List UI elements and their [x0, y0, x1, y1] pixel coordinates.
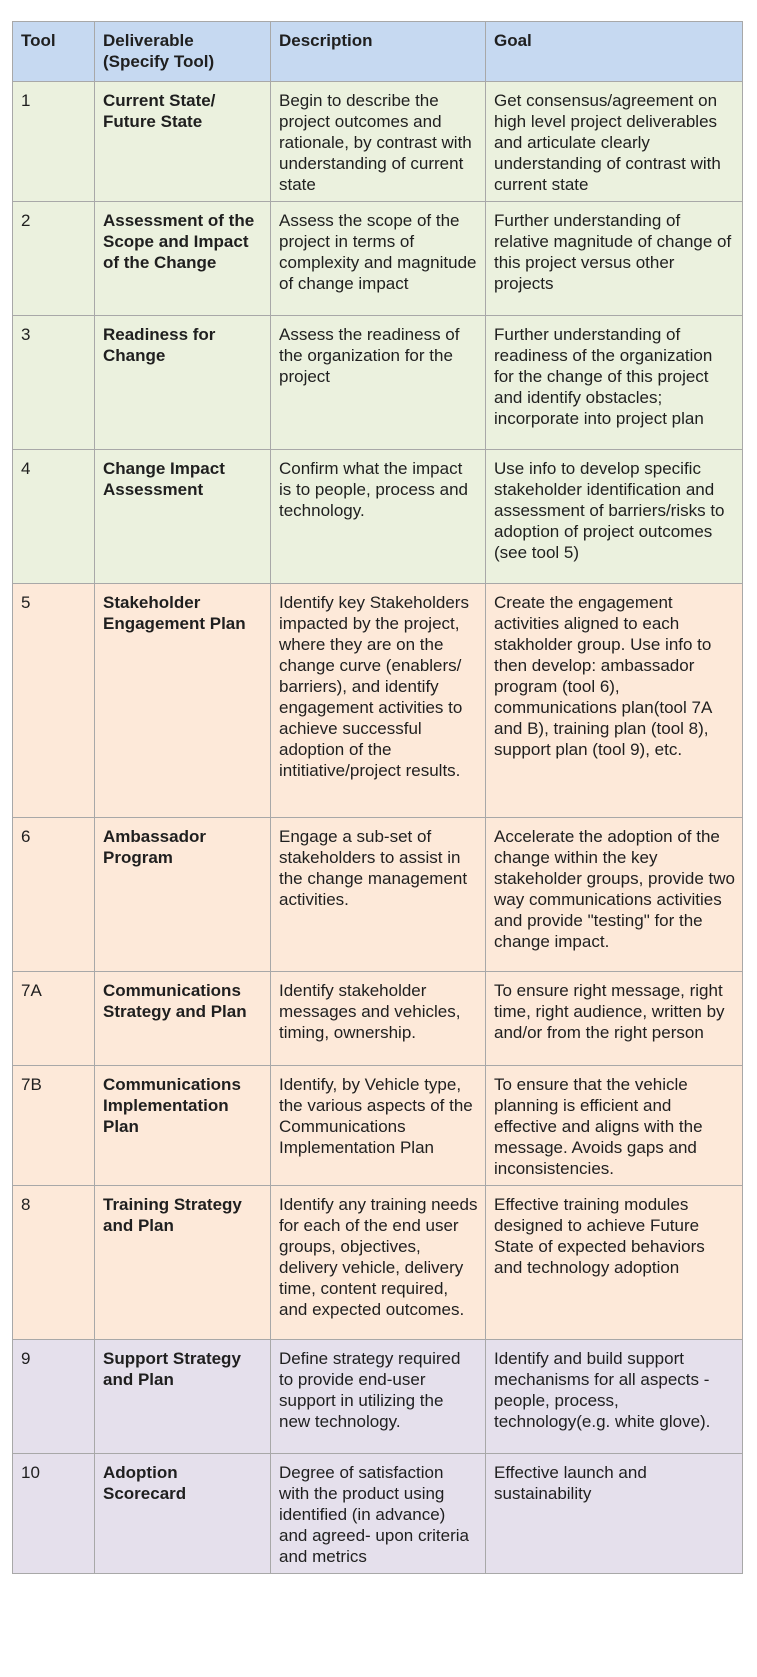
table-row	[13, 818, 743, 972]
header-goal: Goal	[486, 22, 743, 82]
deliverable-cell: Support Strategy and Plan	[95, 1340, 271, 1454]
tool-number-cell: 8	[13, 1186, 95, 1340]
tool-number-cell: 9	[13, 1340, 95, 1454]
table-row	[13, 82, 743, 202]
deliverable-cell: Change Impact Assessment	[95, 450, 271, 584]
description-cell: Identify key Stakeholders impacted by the project, where they are on the change curve (enablers/ barriers), and identify engagement activities to achieve successful adoption of the intitiative/project results.	[271, 584, 486, 818]
table-row	[13, 1066, 743, 1186]
header-tool: Tool	[13, 22, 95, 82]
table-row	[13, 1186, 743, 1340]
table-body	[13, 82, 743, 1574]
deliverable-cell: Current State/ Future State	[95, 82, 271, 202]
table-row	[13, 584, 743, 818]
description-cell: Identify stakeholder messages and vehicles, timing, ownership.	[271, 972, 486, 1066]
change-management-tools-table	[12, 21, 743, 1574]
goal-cell: Identify and build support mechanisms for all aspects - people, process, technology(e.g. white glove).	[486, 1340, 743, 1454]
deliverable-cell: Communications Implementation Plan	[95, 1066, 271, 1186]
goal-cell: Use info to develop specific stakeholder identification and assessment of barriers/risks to adoption of project outcomes (see tool 5)	[486, 450, 743, 584]
deliverable-cell: Readiness for Change	[95, 316, 271, 450]
table-header-row	[13, 22, 743, 82]
table-row	[13, 450, 743, 584]
description-cell: Engage a sub-set of stakeholders to assist in the change management activities.	[271, 818, 486, 972]
table-row	[13, 202, 743, 316]
goal-cell: Accelerate the adoption of the change within the key stakeholder groups, provide two way communications activities and provide "testing" for the change impact.	[486, 818, 743, 972]
tool-number-cell: 7B	[13, 1066, 95, 1186]
description-cell: Degree of satisfaction with the product using identified (in advance) and agreed- upon criteria and metrics	[271, 1454, 486, 1574]
header-deliverable: Deliverable (Specify Tool)	[95, 22, 271, 82]
deliverable-cell: Ambassador Program	[95, 818, 271, 972]
header-description: Description	[271, 22, 486, 82]
description-cell: Identify any training needs for each of the end user groups, objectives, delivery vehicle, delivery time, content required, and expected outcomes.	[271, 1186, 486, 1340]
tool-number-cell: 10	[13, 1454, 95, 1574]
table-row	[13, 972, 743, 1066]
tool-number-cell: 1	[13, 82, 95, 202]
deliverable-cell: Training Strategy and Plan	[95, 1186, 271, 1340]
goal-cell: Create the engagement activities aligned to each stakholder group. Use info to then develop: ambassador program (tool 6), communications plan(tool 7A and B), training plan (tool 8), support plan (tool 9), etc.	[486, 584, 743, 818]
goal-cell: Get consensus/agreement on high level project deliverables and articulate clearly understanding of contrast with current state	[486, 82, 743, 202]
table-row	[13, 1454, 743, 1574]
deliverable-cell: Adoption Scorecard	[95, 1454, 271, 1574]
tool-number-cell: 2	[13, 202, 95, 316]
deliverable-cell: Stakeholder Engagement Plan	[95, 584, 271, 818]
tool-number-cell: 5	[13, 584, 95, 818]
goal-cell: Further understanding of readiness of the organization for the change of this project and identify obstacles; incorporate into project plan	[486, 316, 743, 450]
tool-number-cell: 7A	[13, 972, 95, 1066]
tool-number-cell: 6	[13, 818, 95, 972]
goal-cell: Further understanding of relative magnitude of change of this project versus other projects	[486, 202, 743, 316]
goal-cell: Effective training modules designed to achieve Future State of expected behaviors and technology adoption	[486, 1186, 743, 1340]
goal-cell: Effective launch and sustainability	[486, 1454, 743, 1574]
description-cell: Identify, by Vehicle type, the various aspects of the Communications Implementation Plan	[271, 1066, 486, 1186]
description-cell: Assess the scope of the project in terms of complexity and magnitude of change impact	[271, 202, 486, 316]
description-cell: Define strategy required to provide end-user support in utilizing the new technology.	[271, 1340, 486, 1454]
description-cell: Begin to describe the project outcomes and rationale, by contrast with understanding of current state	[271, 82, 486, 202]
description-cell: Confirm what the impact is to people, process and technology.	[271, 450, 486, 584]
deliverable-cell: Assessment of the Scope and Impact of the Change	[95, 202, 271, 316]
deliverable-cell: Communications Strategy and Plan	[95, 972, 271, 1066]
table-row	[13, 316, 743, 450]
goal-cell: To ensure that the vehicle planning is efficient and effective and aligns with the message. Avoids gaps and inconsistencies.	[486, 1066, 743, 1186]
tool-number-cell: 3	[13, 316, 95, 450]
goal-cell: To ensure right message, right time, right audience, written by and/or from the right person	[486, 972, 743, 1066]
description-cell: Assess the readiness of the organization for the project	[271, 316, 486, 450]
table-row	[13, 1340, 743, 1454]
tool-number-cell: 4	[13, 450, 95, 584]
